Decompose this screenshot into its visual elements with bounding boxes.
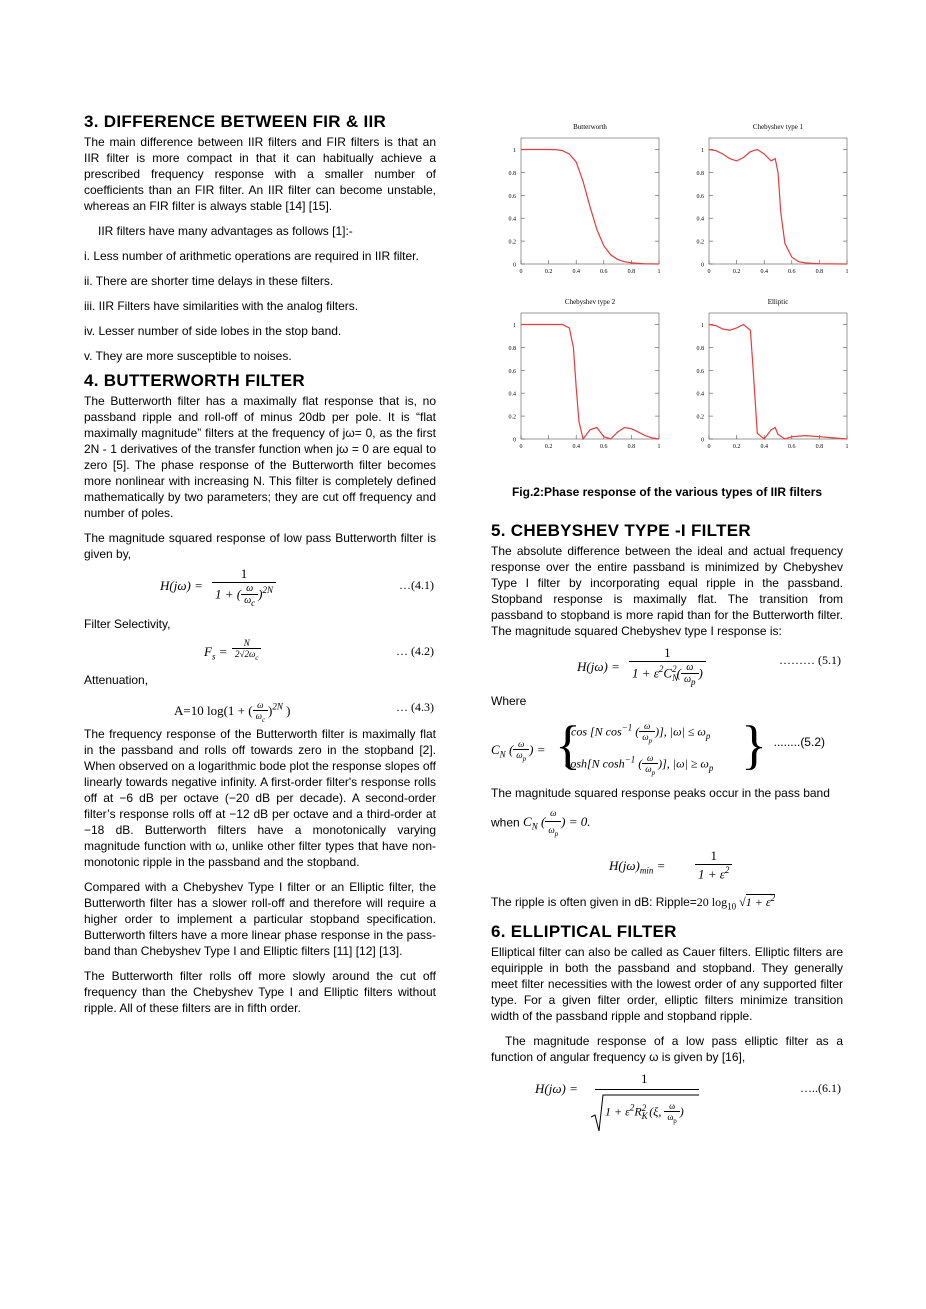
equation-number: …(4.1) — [399, 578, 434, 592]
equation-hmin: $H(j\omega)_{min}$ = $\frac{1}{1 + \varepsilon^2}$ — [491, 842, 843, 890]
y-tick-label: 0.2 — [696, 239, 704, 246]
y-tick-label: 0.2 — [696, 414, 704, 421]
section-6-paragraph-1: Elliptical filter can also be called as Cauer filters. Elliptic filters are equiripple in both the passband and stopband. They generally meet filter necessities with the lowest order of any supported filter type. For a given filter order, elliptic filters minimize transition width of the passband ripple and stopband ripple. — [491, 945, 843, 1024]
y-tick-label: 0.8 — [508, 345, 516, 352]
equation-4-1: H(jω) = 1 1 + ( $\frac{\omega}{\omega_c}$ )$^{2N}$ …(4.1) — [160, 566, 434, 608]
x-tick-label: 0.4 — [760, 269, 768, 275]
equation-number: ……… (5.1) — [779, 653, 841, 667]
advantage-item: iii. IIR Filters have similarities with the analog filters. — [84, 299, 359, 313]
response-curve — [709, 325, 847, 440]
x-tick-label: 0.6 — [788, 269, 796, 275]
section-4-paragraph-2: The magnitude squared response of low pass Butterworth filter is given by, — [84, 531, 436, 561]
equation-4-2: $F_s$ = $\frac{N}{2√2\omega_c}$ … (4.2) — [204, 638, 434, 662]
x-tick-label: 1 — [845, 269, 849, 275]
equation-number: ........(5.2) — [773, 735, 825, 749]
advantage-item: i. Less number of arithmetic operations are required in IIR filter. — [84, 249, 419, 263]
x-tick-label: 0.2 — [544, 269, 553, 275]
section-5-heading: 5. CHEBYSHEV TYPE -I FILTER — [491, 521, 751, 540]
panel-title: Chebyshev type 2 — [564, 298, 616, 306]
x-tick-label: 0.4 — [572, 269, 580, 275]
y-tick-label: 1 — [701, 322, 704, 329]
y-tick-label: 0.2 — [508, 414, 516, 421]
section-6-heading: 6. ELLIPTICAL FILTER — [491, 922, 677, 942]
x-tick-label: 0.8 — [627, 444, 636, 450]
section-3-paragraph-2: IIR filters have many advantages as follows [1]:- — [98, 224, 353, 238]
y-tick-label: 0 — [513, 437, 516, 444]
y-tick-label: 0 — [513, 262, 516, 269]
advantage-item: v. They are more susceptible to noises. — [84, 349, 292, 363]
equation-4-3: A=10 log(1 + ( $\frac{\omega}{\omega_c}$ )$^{2N}$ ) … (4.3) — [174, 700, 434, 724]
section-4-paragraph-1: The Butterworth filter has a maximally flat response that is, no passband ripple and roll-off of minus 20db per pole. It is “flat maximally magnitude” filters at the frequency of jω= 0, as the first 2N - 1 derivatives of the transfer function when jω = 0 are equal to zero [5]. The phase response of the Butterworth filter becomes more nonlinear with increasing N. This filter is completely defined mathematically by two parameters; they are cut off frequency and number of poles. — [84, 394, 436, 520]
panel-frame — [709, 313, 847, 439]
x-tick-label: 0 — [519, 444, 523, 450]
section-3-paragraph-1: The main difference between IIR filters and FIR filters is that an IIR filter is more compact in that it can habitually achieve a prescribed frequency response with a smaller number of coefficients than an FIR filter. An IIR filter can become unstable, whereas an FIR filter is always stable [14] [15]. — [84, 135, 436, 213]
x-tick-label: 0.6 — [788, 444, 796, 450]
equation-number: … (4.2) — [396, 644, 434, 658]
right-column: 5. CHEBYSHEV TYPE -I FILTER The absolute difference between the ideal and actual frequency response over the entire passband is minimized by Chebyshev Type I filter by incorporating equal ripple in the passband. Stopband response is maximally flat. The transition from passband to stopband is more rapid than for the Butterworth filter. The magnitude squared Chebyshev type I response is: H(jω) = 1 $1 + \varepsilon^2C_N^2$( $\frac{\omega}{\omega_p}$ ) ……… (5.1) Where $C_N$ ( $\frac{\omega}{\omega_p}$ ) = { cos [N $\cos^{-1}$ ( $\frac{\omega}{\omega_p}$ )], $|\omega| \le \omega_p$ cosh[N $\cosh^{-1}$ ( $\frac{\omega}{\omega_p}$ )], $|\omega| \ge \omega_p$ } ........(5.2) The magnitude squared response peaks occur in the pass band when $C_N$ ( $\frac{\omega}{\omega_p}$ ) = 0. $H(j\omega)_{min}$ = $\frac{1}{1 + \varepsilon^2}$ The ripple is often given in dB: Ripple=20 $\log_{10} √1 + \varepsilon^2$ 6. ELLIPTICAL FILTER Elliptical filter can also be called as Cauer filters. Elliptic filters are equiripple in both the passband and stopband. They generally meet filter necessities with the lowest order of any supported filter type. For a given filter order, elliptic filters minimize transition width of the passband ripple and stopband ripple. The magnitude response of a low pass elliptic filter as a function of angular frequency ω is given by [16], H(jω) = 1 $1 + \varepsilon^2R_K^2$ (ξ, $\frac{\omega}{\omega_p}$ ) …..(6.1) — [491, 521, 843, 1141]
panel-title: Butterworth — [573, 123, 607, 131]
advantage-item: iv. Lesser number of side lobes in the stop band. — [84, 324, 342, 338]
figure-2-plots — [491, 118, 851, 463]
y-tick-label: 1 — [701, 147, 704, 154]
section-5-paragraph-1: The absolute difference between the ideal and actual frequency response over the entire passband is minimized by Chebyshev Type I filter by incorporating equal ripple in the passband. Stopband response is maximally flat. The transition from passband to stopband is more rapid than for the Butterworth filter. The magnitude squared Chebyshev type I response is: — [491, 544, 843, 638]
x-tick-label: 0.8 — [815, 444, 824, 450]
y-tick-label: 0.8 — [696, 170, 704, 177]
section-5-paragraph-2: The magnitude squared response peaks occur in the pass band — [491, 786, 830, 800]
x-tick-label: 0.4 — [572, 444, 580, 450]
x-tick-label: 0.6 — [600, 444, 608, 450]
filter-selectivity-label: Filter Selectivity, — [84, 617, 171, 631]
y-tick-label: 1 — [513, 147, 516, 154]
y-tick-label: 0.6 — [696, 193, 704, 200]
attenuation-label: Attenuation, — [84, 673, 149, 687]
section-4-heading: 4. BUTTERWORTH FILTER — [84, 371, 305, 390]
x-tick-label: 0 — [519, 269, 523, 275]
ripple-text: The ripple is often given in dB: Ripple= — [491, 894, 697, 909]
y-tick-label: 0 — [701, 262, 704, 269]
equation-6-1: H(jω) = 1 $1 + \varepsilon^2R_K^2$ (ξ, $\frac{\omega}{\omega_p}$ ) …..(6.1) — [491, 1071, 843, 1141]
x-tick-label: 0.6 — [600, 269, 608, 275]
y-tick-label: 0.4 — [696, 216, 704, 223]
y-tick-label: 0.2 — [508, 239, 516, 246]
section-4-paragraph-4: Compared with a Chebyshev Type I filter or an Elliptic filter, the Butterworth filter has a slower roll-off and therefore will require a higher order to implement a particular stopband specification. Butterworth filters have a more linear phase response in the pass-band than Chebyshev Type I and Elliptic filters [11] [12] [13]. — [84, 880, 436, 958]
left-column — [84, 112, 436, 1016]
x-tick-label: 0.2 — [544, 444, 553, 450]
x-tick-label: 0.8 — [815, 269, 824, 275]
x-tick-label: 1 — [657, 269, 661, 275]
equation-number: …..(6.1) — [800, 1081, 841, 1096]
y-tick-label: 0.6 — [696, 368, 704, 375]
where-label: Where — [491, 694, 527, 708]
response-curve — [521, 150, 659, 265]
y-tick-label: 0.4 — [508, 216, 516, 223]
panel-frame — [709, 138, 847, 264]
equation-5-2: $C_N$ ( $\frac{\omega}{\omega_p}$ ) = { cos [N $\cos^{-1}$ ( $\frac{\omega}{\omega_p}$ )], $|\omega| \le \omega_p$ cosh[N $\cosh^{-1}$ ( $\frac{\omega}{\omega_p}$ )], $|\omega| \ge \omega_p$ } ........(5.2) — [491, 715, 825, 777]
section-3-heading: 3. DIFFERENCE BETWEEN FIR & IIR — [84, 112, 387, 131]
figure-2-caption: Fig.2:Phase response of the various types of IIR filters — [511, 485, 823, 499]
y-tick-label: 0.4 — [508, 391, 516, 398]
panel-frame — [521, 313, 659, 439]
x-tick-label: 0.4 — [760, 444, 768, 450]
y-tick-label: 0.8 — [696, 345, 704, 352]
panel-title: Elliptic — [767, 298, 789, 306]
when-label: when — [491, 815, 520, 830]
y-tick-label: 0.8 — [508, 170, 516, 177]
response-curve — [521, 325, 659, 440]
x-tick-label: 0.2 — [732, 444, 741, 450]
x-tick-label: 0.8 — [627, 269, 636, 275]
equation-5-1: H(jω) = 1 $1 + \varepsilon^2C_N^2$( $\frac{\omega}{\omega_p}$ ) ……… (5.1) — [577, 645, 841, 687]
panel-title: Chebyshev type 1 — [752, 123, 804, 131]
x-tick-label: 0 — [707, 269, 711, 275]
x-tick-label: 1 — [657, 444, 661, 450]
response-curve — [709, 150, 847, 265]
section-4-paragraph-3: The frequency response of the Butterworth filter is maximally flat in the passband and rolls off towards zero in the stopband [2]. When observed on a logarithmic bode plot the response slopes off linearly towards negative infinity. A first-order filter's response rolls off at −6 dB per octave (−20 dB per decade). A second-order filter’s response rolls off at −12 dB per octave and a third-order at −18 dB. Butterworth filters have a monotonically varying magnitude function with ω, unlike other filter types that have non-monotonic ripple in the passband and the stopband. — [84, 727, 436, 869]
section-4-paragraph-5: The Butterworth filter rolls off more slowly around the cut off frequency than the Chebyshev Type I and Elliptic filters without ripple. All of these filters are in fifth order. — [84, 969, 436, 1015]
y-tick-label: 0.6 — [508, 368, 516, 375]
x-tick-label: 0.2 — [732, 269, 741, 275]
equation-number: … (4.3) — [396, 700, 434, 714]
x-tick-label: 1 — [845, 444, 849, 450]
x-tick-label: 0 — [707, 444, 711, 450]
section-6-paragraph-2: The magnitude response of a low pass elliptic filter as a function of angular frequency ω is given by [16], — [491, 1034, 843, 1065]
panel-frame — [521, 138, 659, 264]
figure-2 — [491, 118, 851, 463]
advantage-item: ii. There are shorter time delays in these filters. — [84, 274, 334, 288]
y-tick-label: 0.4 — [696, 391, 704, 398]
y-tick-label: 1 — [513, 322, 516, 329]
y-tick-label: 0.6 — [508, 193, 516, 200]
y-tick-label: 0 — [701, 437, 704, 444]
